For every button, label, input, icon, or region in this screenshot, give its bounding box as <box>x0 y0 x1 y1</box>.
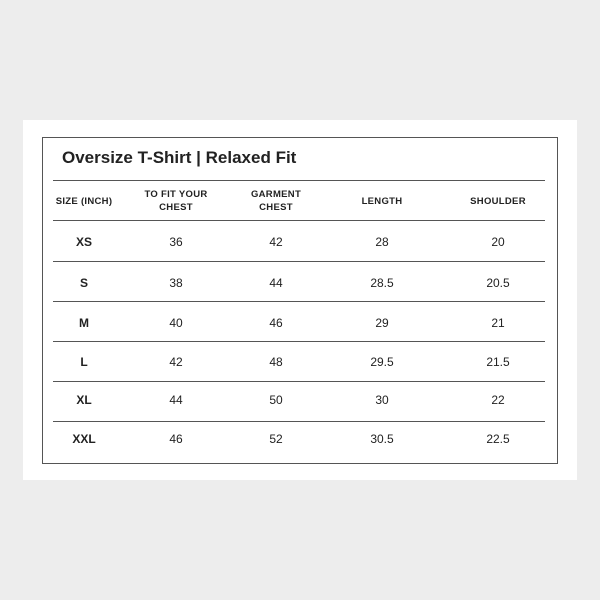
size-label: M <box>79 316 89 330</box>
table-cell: 52 <box>269 432 283 446</box>
size-label: L <box>80 355 88 369</box>
column-header: SHOULDER <box>470 196 526 207</box>
column-header: SIZE (INCH) <box>55 196 113 207</box>
table-cell: 46 <box>269 316 283 330</box>
table-cell: 22.5 <box>486 432 510 446</box>
row-divider <box>53 381 545 382</box>
table-cell: 46 <box>169 432 183 446</box>
table-cell: 20.5 <box>486 276 510 290</box>
row-divider <box>53 220 545 221</box>
table-cell: 42 <box>269 235 283 249</box>
row-divider <box>53 301 545 302</box>
row-divider <box>53 180 545 181</box>
table-cell: 30 <box>375 393 389 407</box>
chart-title: Oversize T-Shirt | Relaxed Fit <box>62 148 297 167</box>
row-divider <box>53 421 545 422</box>
row-divider <box>53 261 545 262</box>
table-cell: 38 <box>169 276 183 290</box>
table-cell: 40 <box>169 316 183 330</box>
row-divider <box>53 341 545 342</box>
size-label: S <box>79 276 88 290</box>
column-header: LENGTH <box>361 196 403 207</box>
table-cell: 44 <box>269 276 283 290</box>
column-header: GARMENT CHEST <box>250 189 302 213</box>
table-cell: 29.5 <box>370 355 394 369</box>
table-cell: 44 <box>169 393 183 407</box>
table-cell: 50 <box>269 393 283 407</box>
table-cell: 48 <box>269 355 283 369</box>
table-cell: 28.5 <box>370 276 394 290</box>
table-cell: 30.5 <box>370 432 394 446</box>
table-cell: 21 <box>491 316 505 330</box>
table-cell: 20 <box>491 235 505 249</box>
size-label: XS <box>75 235 92 249</box>
table-cell: 28 <box>375 235 389 249</box>
column-header: TO FIT YOUR CHEST <box>144 189 208 213</box>
table-cell: 36 <box>169 235 183 249</box>
size-label: XXL <box>72 432 96 446</box>
size-label: XL <box>76 393 92 407</box>
table-cell: 22 <box>491 393 505 407</box>
table-cell: 42 <box>169 355 183 369</box>
table-cell: 21.5 <box>486 355 510 369</box>
table-cell: 29 <box>375 316 389 330</box>
